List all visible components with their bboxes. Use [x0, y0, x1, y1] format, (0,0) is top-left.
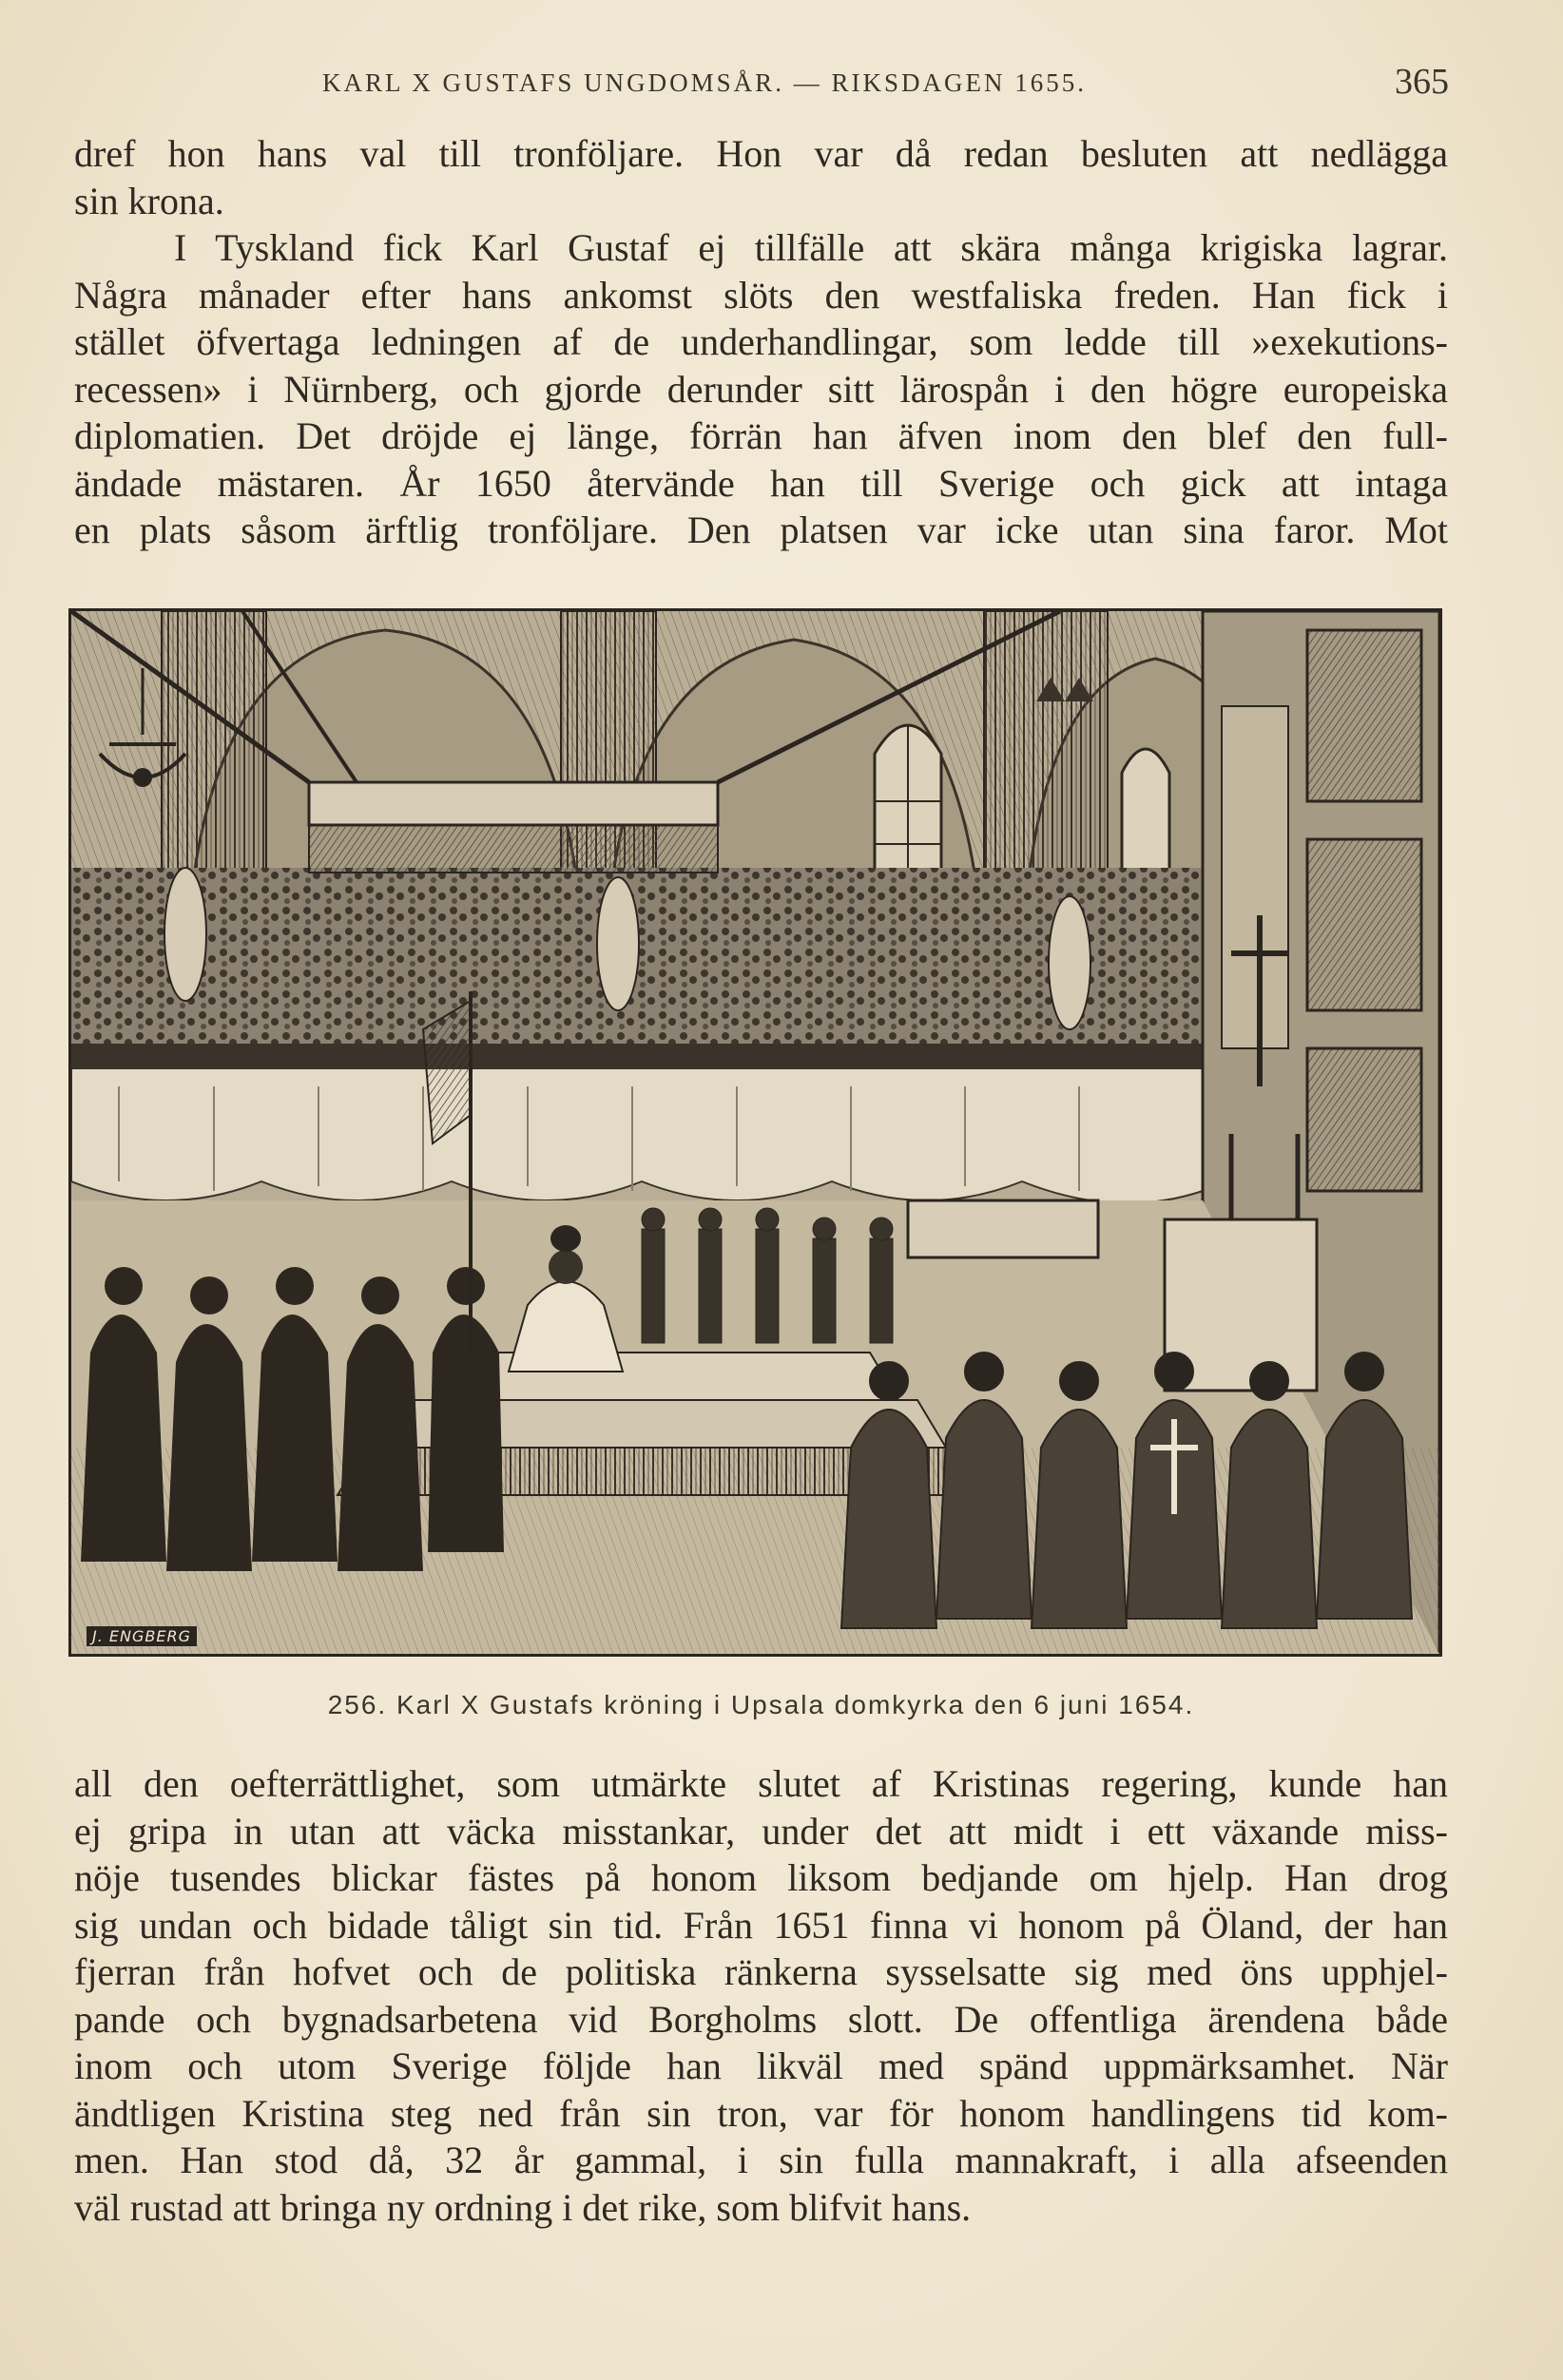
engraving-illustration: [71, 611, 1439, 1654]
text-line: I Tyskland fick Karl Gustaf ej tillfälle att skära många krigiska lagrar.: [174, 226, 1448, 269]
text-line: fjerran från hofvet och de politiska ränkerna sysselsatte sig med öns upphjel-: [74, 1950, 1448, 1993]
text-line: pande och bygnadsarbetena vid Borgholms slott. De offentliga ärendena både: [74, 1997, 1448, 2041]
text-line: dref hon hans val till tronföljare. Hon var då redan besluten att nedlägga: [74, 132, 1448, 175]
text-line: stället öfvertaga ledningen af de underhandlingar, som ledde till »exekutions-: [74, 320, 1448, 363]
paragraph-top: [74, 130, 1448, 554]
page-number: 365: [1395, 62, 1449, 102]
text-line: men. Han stod då, 32 år gammal, i sin fulla mannakraft, i alla afseenden: [74, 2139, 1448, 2181]
text-line: inom och utom Sverige följde han likväl med spänd uppmärksamhet. När: [74, 2044, 1448, 2087]
coronation-engraving: [68, 608, 1442, 1657]
figure-caption: 256. Karl X Gustafs kröning i Upsala domkyrka den 6 juni 1654.: [327, 1690, 1195, 1719]
text-line: sig undan och bidade tåligt sin tid. Från 1651 finna vi honom på Öland, der han: [74, 1903, 1448, 1947]
paragraph-bottom: [74, 1760, 1448, 2231]
text-line: ej gripa in utan att väcka misstankar, under det att midt i ett växande miss-: [74, 1809, 1448, 1852]
text-line: diplomatien. Det dröjde ej länge, förrän han äfven inom den blef den full-: [74, 414, 1448, 457]
text-line: en plats såsom ärftlig tronföljare. Den platsen var icke utan sina faror. Mot: [74, 509, 1448, 551]
text-line: all den oefterrättlighet, som utmärkte slutet af Kristinas regering, kunde han: [74, 1762, 1448, 1805]
running-head: [74, 59, 1449, 106]
text-line: ändade mästaren. År 1650 återvände han till Sverige och gick att intaga: [74, 461, 1448, 505]
text-line: nöje tusendes blickar fästes på honom liksom bedjande om hjelp. Han drog: [74, 1856, 1448, 1899]
text-line: sin krona.: [74, 179, 224, 222]
text-line: ändtligen Kristina steg ned från sin tron, var för honom handlingens tid kom-: [74, 2091, 1448, 2135]
engraver-signature: J. ENGBERG: [87, 1626, 197, 1646]
text-line: Några månader efter hans ankomst slöts den westfaliska freden. Han fick i: [74, 273, 1448, 317]
text-line: recessen» i Nürnberg, och gjorde derunder sitt lärospån i den högre europeiska: [74, 367, 1448, 411]
running-head-title: KARL X GUSTAFS UNGDOMSÅR. — RIKSDAGEN 1655.: [322, 68, 1087, 97]
text-line: väl rustad att bringa ny ordning i det rike, som blifvit hans.: [74, 2185, 972, 2229]
